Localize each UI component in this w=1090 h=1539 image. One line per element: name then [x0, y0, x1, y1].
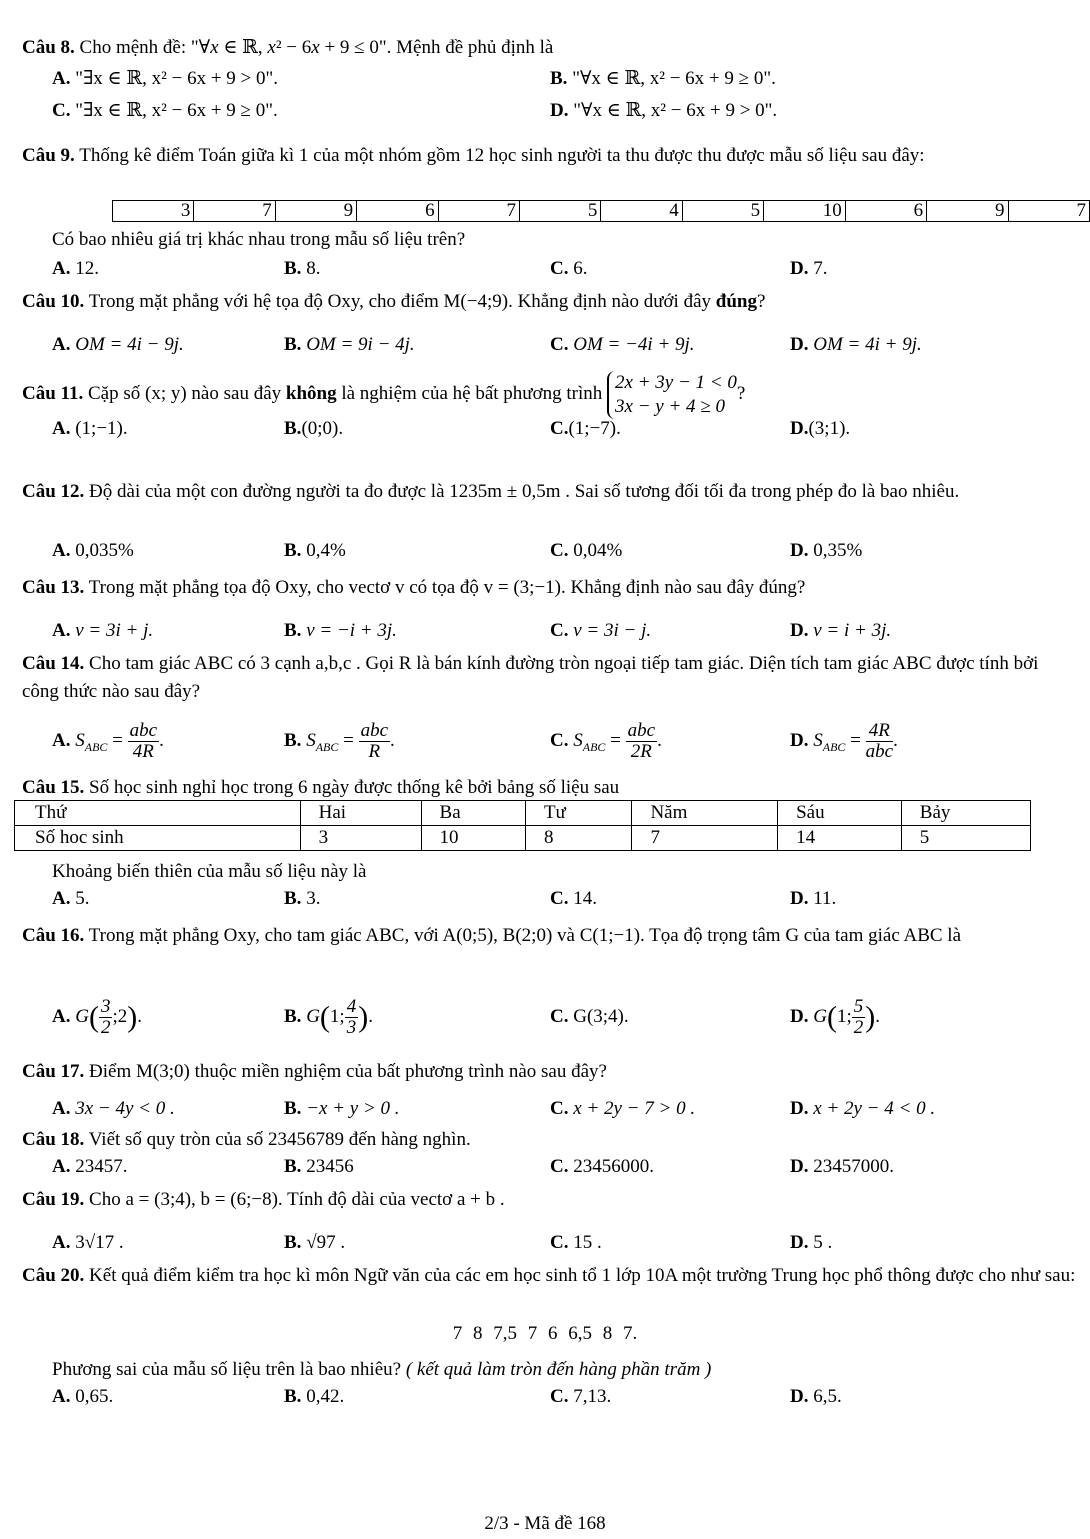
question-11-stem: Câu 11. Cặp số (x; y) nào sau đây không là nghiệm của hệ bất phương trình 2x + 3y − 1 < 0 3x − y + 4 ≥ 0 ?	[22, 371, 746, 417]
q11-option-a[interactable]: A. (1;−1).	[52, 418, 128, 439]
q9-options	[52, 254, 1082, 284]
question-14-stem: Câu 14. Cho tam giác ABC có 3 cạnh a,b,c . Gọi R là bán kính đường tròn ngoại tiếp tam giác. Diện tích tam giác ABC được tính bởi công thức nào sau đây?	[22, 653, 1039, 702]
q16-option-c[interactable]: C. G(3;4).	[550, 1006, 629, 1027]
q20-question: Phương sai của mẫu số liệu trên là bao nhiêu? ( kết quả làm tròn đến hàng phần trăm )	[52, 1359, 712, 1380]
question-16-stem: Câu 16. Trong mặt phẳng Oxy, cho tam giác ABC, với A(0;5), B(2;0) và C(1;−1). Tọa độ trọng tâm G của tam giác ABC là	[22, 925, 962, 946]
question-15-stem: Câu 15. Số học sinh nghỉ học trong 6 ngày được thống kê bởi bảng số liệu sau	[22, 777, 620, 798]
question-12-stem: Câu 12. Độ dài của một con đường người ta đo được là 1235m ± 0,5m . Sai số tương đối tối đa trong phép đo là bao nhiêu.	[22, 481, 960, 502]
q20-option-d[interactable]: D. 6,5.	[790, 1386, 842, 1407]
q9-table-cell: 6	[357, 201, 438, 222]
q9-table-cell: 9	[927, 201, 1008, 222]
q9-option-d[interactable]: D. 7.	[790, 258, 828, 279]
q10-option-d[interactable]: D. OM = 4i + 9j.	[790, 334, 922, 355]
q15-row-cell: 3	[300, 826, 421, 851]
q8-text: Cho mệnh đề: "∀x ∈ ℝ, x² − 6x + 9 ≤ 0". Mệnh đề phủ định là	[79, 37, 554, 58]
q12-option-c[interactable]: C. 0,04%	[550, 540, 623, 561]
q13-option-b[interactable]: B. v = −i + 3j.	[284, 620, 397, 641]
question-10-stem: Câu 10. Trong mặt phẳng với hệ tọa độ Oxy, cho điểm M(−4;9). Khẳng định nào dưới đây đúng?	[22, 291, 766, 312]
q15-header-cell: Năm	[632, 801, 778, 826]
q15-row-cell: 7	[632, 826, 778, 851]
q15-option-b[interactable]: B. 3.	[284, 888, 321, 909]
q17-option-b[interactable]: B. −x + y > 0 .	[284, 1098, 400, 1119]
q19-option-b[interactable]: B. √97 .	[284, 1232, 346, 1253]
q9-question: Có bao nhiêu giá trị khác nhau trong mẫu số liệu trên?	[52, 229, 466, 250]
q8-option-b[interactable]: B. "∀x ∈ ℝ, x² − 6x + 9 ≥ 0".	[550, 68, 776, 89]
q15-row-cell: 5	[901, 826, 1030, 851]
q11-option-b[interactable]: B.(0;0).	[284, 418, 344, 439]
q10-options	[52, 330, 1082, 360]
q9-table-cell: 7	[194, 201, 275, 222]
q8-option-c[interactable]: C. "∃x ∈ ℝ, x² − 6x + 9 ≥ 0".	[52, 100, 278, 121]
q14-option-a[interactable]: A. $S_{ABC}$ = $\frac{\text{abc}}{4R}$ .	[52, 720, 164, 763]
q20-option-b[interactable]: B. 0,42.	[284, 1386, 345, 1407]
q8-option-d[interactable]: D. "∀x ∈ ℝ, x² − 6x + 9 > 0".	[550, 100, 778, 121]
q8-option-a[interactable]: A. "∃x ∈ ℝ, x² − 6x + 9 > 0".	[52, 68, 278, 89]
q17-option-c[interactable]: C. x + 2y − 7 > 0 .	[550, 1098, 696, 1119]
q18-option-c[interactable]: C. 23456000.	[550, 1156, 654, 1177]
q15-row-cell: 10	[421, 826, 525, 851]
q15-header-cell: Bảy	[901, 801, 1030, 826]
q14-options	[52, 714, 1082, 768]
page-footer: 2/3 - Mã đề 168	[484, 1513, 606, 1534]
q14-option-c[interactable]: C. $S_{ABC}$ = $\frac{\text{abc}}{2R}$ .	[550, 720, 662, 763]
question-9-stem: Câu 9. Thống kê điểm Toán giữa kì 1 của một nhóm gồm 12 học sinh người ta thu được thu được mẫu số liệu sau đây:	[22, 145, 925, 166]
q20-option-c[interactable]: C. 7,13.	[550, 1386, 612, 1407]
q18-option-b[interactable]: B. 23456	[284, 1156, 354, 1177]
q16-option-d[interactable]: D. G(1; $\frac{5}{2}$ ).	[790, 996, 880, 1039]
q10-option-a[interactable]: A. OM = 4i − 9j.	[52, 334, 184, 355]
q9-table-cell: 7	[1008, 201, 1089, 222]
q19-option-c[interactable]: C. 15 .	[550, 1232, 602, 1253]
q18-option-d[interactable]: D. 23457000.	[790, 1156, 894, 1177]
q15-data-table	[14, 800, 1031, 851]
q15-header-cell: Ba	[421, 801, 525, 826]
q15-options	[52, 884, 1082, 914]
q9-table-cell: 7	[438, 201, 519, 222]
q12-option-a[interactable]: A. 0,035%	[52, 540, 134, 561]
q14-option-d[interactable]: D. $S_{ABC}$ = $\frac{4R}{\text{abc}}$ .	[790, 720, 898, 763]
q16-options	[52, 988, 1082, 1046]
q13-option-d[interactable]: D. v = i + 3j.	[790, 620, 892, 641]
q13-option-c[interactable]: C. v = 3i − j.	[550, 620, 652, 641]
q9-data-table	[112, 200, 1090, 222]
q9-table-cell: 5	[519, 201, 600, 222]
q15-question: Khoảng biến thiên của mẫu số liệu này là	[52, 861, 367, 882]
q15-row-cell: 14	[778, 826, 902, 851]
q19-option-a[interactable]: A. 3√17 .	[52, 1232, 124, 1253]
q9-table-cell: 5	[682, 201, 763, 222]
q15-header-cell: Tư	[525, 801, 632, 826]
q11-option-d[interactable]: D.(3;1).	[790, 418, 851, 439]
q11-system: 2x + 3y − 1 < 0 3x − y + 4 ≥ 0	[607, 371, 737, 419]
q20-option-a[interactable]: A. 0,65.	[52, 1386, 114, 1407]
q15-header-cell: Sáu	[778, 801, 902, 826]
q15-option-d[interactable]: D. 11.	[790, 888, 837, 909]
question-20-stem: Câu 20. Kết quả điểm kiểm tra học kì môn Ngữ văn của các em học sinh tổ 1 lớp 10A một trường Trung học phổ thông được cho như sau:	[22, 1265, 1076, 1286]
q9-option-a[interactable]: A. 12.	[52, 258, 99, 279]
q12-options	[52, 536, 1082, 566]
q9-option-b[interactable]: B. 8.	[284, 258, 321, 279]
q15-header-cell: Hai	[300, 801, 421, 826]
q9-table-cell: 10	[764, 201, 846, 222]
q9-option-c[interactable]: C. 6.	[550, 258, 588, 279]
q15-option-a[interactable]: A. 5.	[52, 888, 90, 909]
question-13-stem: Câu 13. Trong mặt phẳng tọa độ Oxy, cho vectơ v có tọa độ v = (3;−1). Khẳng định nào sau đây đúng?	[22, 577, 806, 598]
q19-options	[52, 1228, 1082, 1258]
q15-header-cell: Thứ	[15, 801, 301, 826]
q17-options	[52, 1094, 1082, 1124]
q9-table-cell: 6	[845, 201, 926, 222]
question-8-stem: Câu 8. Cho mệnh đề: "∀x ∈ ℝ, x² − 6x + 9 ≤ 0". Mệnh đề phủ định là	[22, 37, 554, 58]
q9-table-cell: 4	[601, 201, 682, 222]
q8-options-row-1	[52, 64, 1082, 94]
question-17-stem: Câu 17. Điểm M(3;0) thuộc miền nghiệm của bất phương trình nào sau đây?	[22, 1061, 607, 1082]
q18-option-a[interactable]: A. 23457.	[52, 1156, 128, 1177]
q10-option-c[interactable]: C. OM = −4i + 9j.	[550, 334, 695, 355]
q15-row-cell: Số hoc sinh	[15, 826, 301, 851]
q17-option-a[interactable]: A. 3x − 4y < 0 .	[52, 1098, 175, 1119]
q9-table-cell: 9	[275, 201, 356, 222]
q20-data: 7 8 7,5 7 6 6,5 8 7.	[452, 1323, 638, 1344]
question-19-stem: Câu 19. Cho a = (3;4), b = (6;−8). Tính độ dài của vectơ a + b .	[22, 1189, 505, 1210]
q14-option-b[interactable]: B. $S_{ABC}$ = $\frac{\text{abc}}{R}$ .	[284, 720, 395, 763]
q20-options	[52, 1382, 1082, 1412]
q15-option-c[interactable]: C. 14.	[550, 888, 597, 909]
q13-option-a[interactable]: A. v = 3i + j.	[52, 620, 154, 641]
q11-option-c[interactable]: C.(1;−7).	[550, 418, 621, 439]
q16-option-a[interactable]: A. G( $\frac{3}{2}$ ;2).	[52, 996, 142, 1039]
q11-options	[52, 414, 1082, 444]
q12-option-d[interactable]: D. 0,35%	[790, 540, 863, 561]
q16-option-b[interactable]: B. G(1; $\frac{4}{3}$ ).	[284, 996, 373, 1039]
q12-option-b[interactable]: B. 0,4%	[284, 540, 346, 561]
q9-table-cell: 3	[113, 201, 194, 222]
q15-row-cell: 8	[525, 826, 632, 851]
q18-options	[52, 1152, 1082, 1182]
q19-option-d[interactable]: D. 5 .	[790, 1232, 833, 1253]
q10-option-b[interactable]: B. OM = 9i − 4j.	[284, 334, 415, 355]
q17-option-d[interactable]: D. x + 2y − 4 < 0 .	[790, 1098, 936, 1119]
question-18-stem: Câu 18. Viết số quy tròn của số 23456789 đến hàng nghìn.	[22, 1129, 471, 1150]
q13-options	[52, 616, 1082, 646]
q8-options-row-2	[52, 96, 1082, 126]
